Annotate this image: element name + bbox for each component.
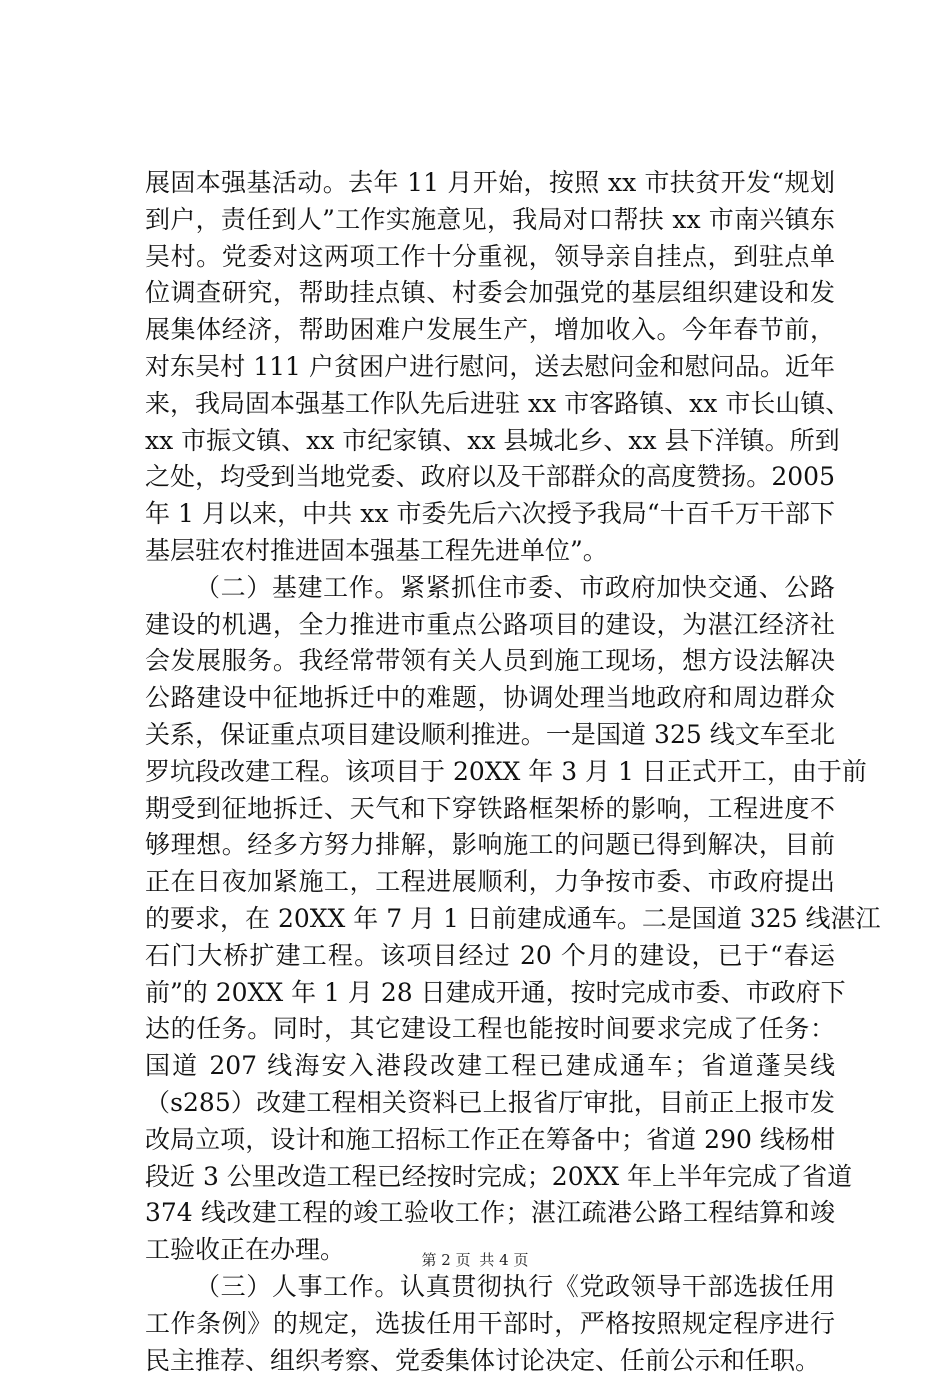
text-line: （三）人事工作。认真贯彻执行《党政领导干部选拔任用	[145, 1269, 835, 1306]
text-line: 正在日夜加紧施工，工程进展顺利，力争按市委、市政府提出	[145, 864, 835, 901]
text-line: xx 市振文镇、xx 市纪家镇、xx 县城北乡、xx 县下洋镇。所到	[145, 423, 835, 460]
paragraph	[145, 1269, 835, 1379]
page-number: 第 2 页	[422, 1251, 471, 1269]
document-body	[145, 165, 835, 1379]
page-total: 共 4 页	[479, 1251, 528, 1269]
text-line: 会发展服务。我经常带领有关人员到施工现场，想方设法解决	[145, 643, 835, 680]
text-line: 石门大桥扩建工程。该项目经过 20 个月的建设，已于“春运	[145, 938, 835, 975]
paragraph	[145, 570, 835, 1269]
text-line: 期受到征地拆迁、天气和下穿铁路框架桥的影响，工程进度不	[145, 791, 835, 828]
text-line: 对东吴村 111 户贫困户进行慰问，送去慰问金和慰问品。近年	[145, 349, 835, 386]
text-line: 基层驻农村推进固本强基工程先进单位”。	[145, 533, 835, 570]
text-line: 工验收正在办理。	[145, 1232, 835, 1269]
text-line: 建设的机遇，全力推进市重点公路项目的建设，为湛江经济社	[145, 607, 835, 644]
text-line: 到户，责任到人”工作实施意见，我局对口帮扶 xx 市南兴镇东	[145, 202, 835, 239]
text-line: 展集体经济，帮助困难户发展生产，增加收入。今年春节前，	[145, 312, 835, 349]
text-line: 前”的 20XX 年 1 月 28 日建成开通，按时完成市委、市政府下	[145, 975, 835, 1012]
text-line: 吴村。党委对这两项工作十分重视，领导亲自挂点，到驻点单	[145, 239, 835, 276]
paragraph	[145, 165, 835, 570]
text-line: 罗坑段改建工程。该项目于 20XX 年 3 月 1 日正式开工，由于前	[145, 754, 835, 791]
text-line: 公路建设中征地拆迁中的难题，协调处理当地政府和周边群众	[145, 680, 835, 717]
text-line: 改局立项，设计和施工招标工作正在筹备中；省道 290 线杨柑	[145, 1122, 835, 1159]
text-line: 374 线改建工程的竣工验收工作；湛江疏港公路工程结算和竣	[145, 1195, 835, 1232]
text-line: 之处，均受到当地党委、政府以及干部群众的高度赞扬。2005	[145, 459, 835, 496]
text-line: （s285）改建工程相关资料已上报省厅审批，目前正上报市发	[145, 1085, 835, 1122]
page-footer	[0, 1250, 950, 1270]
text-line: 国道 207 线海安入港段改建工程已建成通车；省道蓬吴线	[145, 1048, 835, 1085]
text-line: 展固本强基活动。去年 11 月开始，按照 xx 市扶贫开发“规划	[145, 165, 835, 202]
text-line: 段近 3 公里改造工程已经按时完成；20XX 年上半年完成了省道	[145, 1159, 835, 1196]
text-line: 够理想。经多方努力排解，影响施工的问题已得到解决，目前	[145, 827, 835, 864]
text-line: 的要求，在 20XX 年 7 月 1 日前建成通车。二是国道 325 线湛江	[145, 901, 835, 938]
text-line: 位调查研究，帮助挂点镇、村委会加强党的基层组织建设和发	[145, 275, 835, 312]
text-line: 年 1 月以来，中共 xx 市委先后六次授予我局“十百千万干部下	[145, 496, 835, 533]
text-line: 达的任务。同时，其它建设工程也能按时间要求完成了任务：	[145, 1011, 835, 1048]
text-line: 工作条例》的规定，选拔任用干部时，严格按照规定程序进行	[145, 1306, 835, 1343]
text-line: 来，我局固本强基工作队先后进驻 xx 市客路镇、xx 市长山镇、	[145, 386, 835, 423]
text-line: （二）基建工作。紧紧抓住市委、市政府加快交通、公路	[145, 570, 835, 607]
text-line: 关系，保证重点项目建设顺利推进。一是国道 325 线文车至北	[145, 717, 835, 754]
text-line: 民主推荐、组织考察、党委集体讨论决定、任前公示和任职。	[145, 1343, 835, 1379]
